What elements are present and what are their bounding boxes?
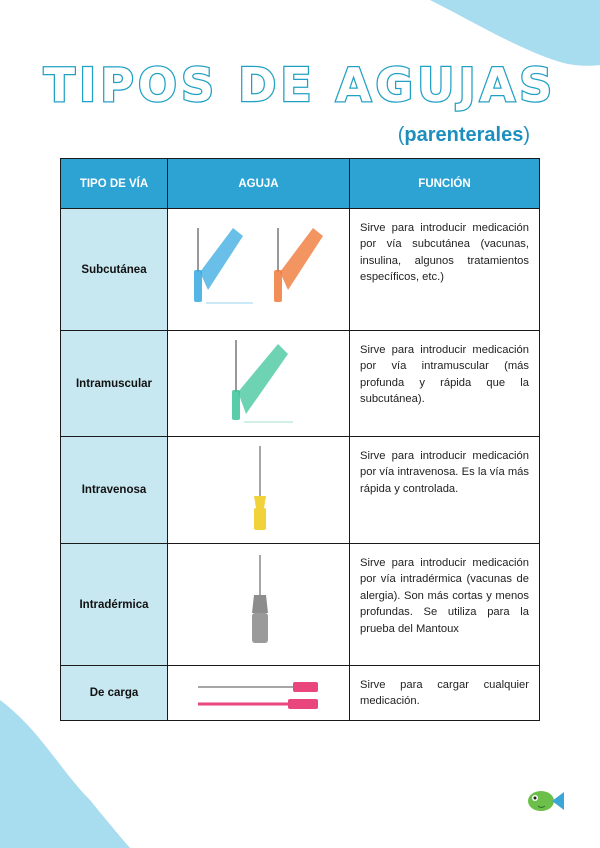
header-tipo-via: TIPO DE VÍA [61, 159, 168, 209]
needle-image-cell [168, 666, 350, 721]
via-cell: Subcutánea [61, 209, 168, 331]
via-cell: Intramuscular [61, 331, 168, 437]
table-row [61, 544, 540, 666]
table-row [61, 666, 540, 721]
table-row [61, 331, 540, 437]
table-row [61, 437, 540, 544]
needle-image-cell [168, 331, 350, 437]
subcutaneous-needle-image [168, 210, 349, 330]
page-title: TIPOS DE AGUJAS [43, 58, 557, 112]
via-cell: Intradérmica [61, 544, 168, 666]
needle-image-cell [168, 544, 350, 666]
function-cell: Sirve para introducir medicación por vía intramuscular (más profunda y rápida que la subcutánea). [350, 331, 540, 437]
via-cell: Intravenosa [61, 437, 168, 544]
function-cell: Sirve para introducir medicación por vía subcutánea (vacunas, insulina, algunos tratamientos específicos, etc.) [350, 209, 540, 331]
page-subtitle [398, 124, 530, 147]
subtitle-open-paren: ( [397, 124, 405, 146]
loading-needle-image [168, 667, 349, 720]
subtitle-text: parenterales [404, 124, 524, 146]
header-funcion: FUNCIÓN [350, 159, 540, 209]
needle-image-cell [168, 437, 350, 544]
function-cell: Sirve para introducir medicación por vía intravenosa. Es la vía más rápida y controlada. [350, 437, 540, 544]
needle-types-table [60, 158, 540, 721]
intravenous-needle-image [168, 438, 349, 543]
table-row [61, 209, 540, 331]
intradermal-needle-image [168, 545, 349, 665]
needle-image-cell [168, 209, 350, 331]
header-aguja: AGUJA [168, 159, 350, 209]
via-cell: De carga [61, 666, 168, 721]
fish-logo-icon [522, 784, 566, 818]
table-header-row [61, 159, 540, 209]
function-cell: Sirve para introducir medicación por vía intradérmica (vacunas de alergia). Son más cortas y menos profundas. Se utiliza para la prueba del Mantoux [350, 544, 540, 666]
intramuscular-needle-image [168, 332, 349, 436]
function-cell: Sirve para cargar cualquier medicación. [350, 666, 540, 721]
subtitle-close-paren: ) [523, 124, 530, 146]
